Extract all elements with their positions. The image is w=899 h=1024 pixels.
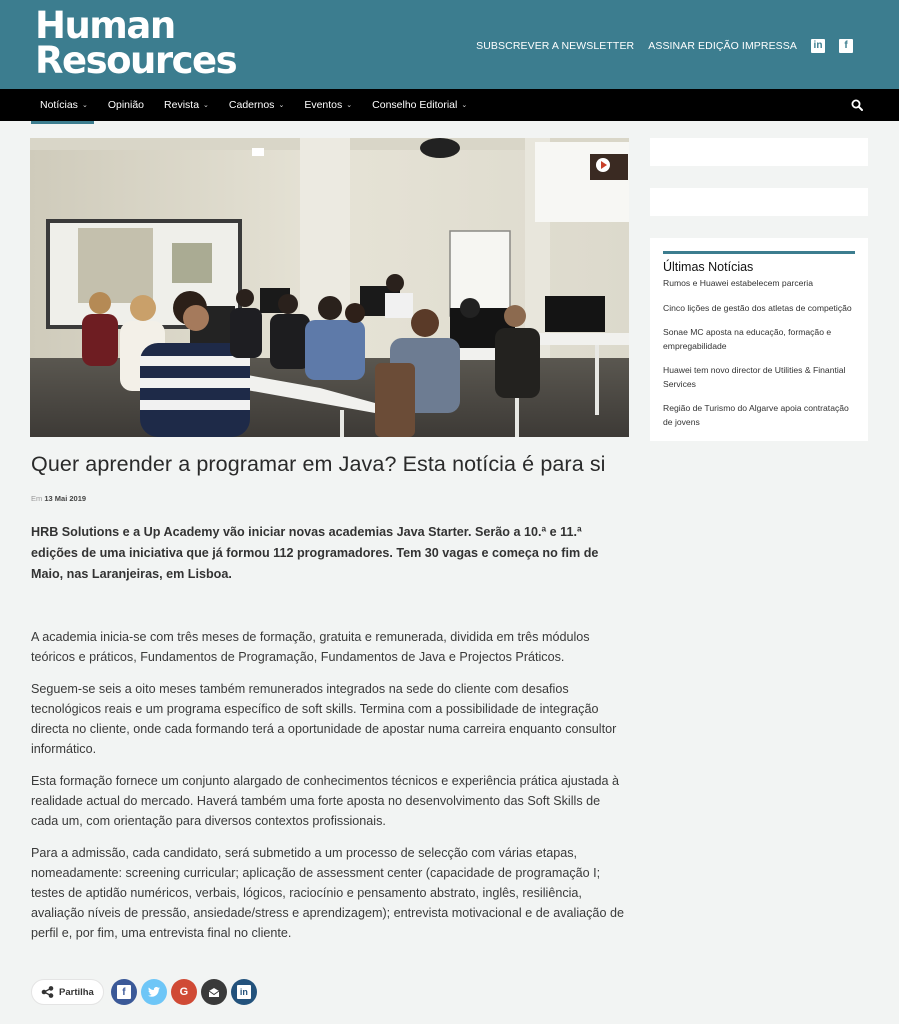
nav-item-cadernos[interactable] <box>229 99 284 111</box>
nav-item-noticias[interactable] <box>40 99 88 111</box>
google-icon: G <box>179 986 189 998</box>
chevron-down-icon: ⌄ <box>278 102 285 109</box>
nav-item-eventos[interactable] <box>304 99 352 111</box>
nav-label: Eventos <box>304 99 343 111</box>
main-nav <box>0 89 899 121</box>
site-logo[interactable] <box>35 4 237 82</box>
linkedin-icon[interactable]: in <box>811 39 825 53</box>
article-body <box>31 627 629 955</box>
article-title: Quer aprender a programar em Java? Esta notícia é para si <box>31 452 606 476</box>
nav-active-indicator <box>31 121 94 124</box>
share-bar <box>31 979 261 1005</box>
latest-news-item[interactable]: Região de Turismo do Algarve apoia contratação de jovens <box>663 403 849 427</box>
chevron-down-icon: ⌄ <box>81 102 88 109</box>
facebook-icon: f <box>117 985 131 999</box>
linkedin-icon: in <box>237 985 251 999</box>
article-date: 13 Mai 2019 <box>44 494 87 503</box>
latest-news-item[interactable]: Rumos e Huawei estabelecem parceria <box>663 278 813 288</box>
share-linkedin-button[interactable] <box>231 979 257 1005</box>
share-google-button[interactable] <box>171 979 197 1005</box>
article-paragraph: A academia inicia-se com três meses de formação, gratuita e remunerada, dividida em três módulos teóricos e práticos, Fundamentos de Programação, Fundamentos de Java e Projectos Práticos. <box>31 630 590 664</box>
site-header <box>0 0 899 89</box>
latest-news-list <box>663 276 858 439</box>
latest-news-widget <box>650 238 868 441</box>
sidebar-ad-slot-1 <box>650 138 868 166</box>
chevron-down-icon: ⌄ <box>346 102 353 109</box>
nav-label: Revista <box>164 99 200 111</box>
facebook-icon[interactable]: f <box>839 39 853 53</box>
twitter-icon <box>148 987 160 997</box>
share-facebook-button[interactable] <box>111 979 137 1005</box>
email-icon <box>208 987 220 998</box>
nav-label: Conselho Editorial <box>372 99 458 111</box>
share-email-button[interactable] <box>201 979 227 1005</box>
nav-item-revista[interactable] <box>164 99 209 111</box>
share-button[interactable] <box>31 979 104 1005</box>
meta-prefix: Em <box>31 494 43 503</box>
latest-news-item[interactable]: Huawei tem novo director de Utilities & Finantial Services <box>663 365 846 389</box>
sidebar-ad-slot-2 <box>650 188 868 216</box>
chevron-down-icon: ⌄ <box>461 102 468 109</box>
article-paragraph: Esta formação fornece um conjunto alargado de conhecimentos técnicos e experiência prática ajustada à realidade actual do mercado. Haverá também uma forte aposta no desenvolvimento das Soft Skills de cada um, com orientação para diversos contextos profissionais. <box>31 774 620 828</box>
nav-label: Notícias <box>40 99 78 111</box>
nav-label: Opinião <box>107 99 145 111</box>
latest-news-item[interactable]: Sonae MC aposta na educação, formação e empregabilidade <box>663 327 832 351</box>
article-lead: HRB Solutions e a Up Academy vão iniciar novas academias Java Starter. Serão a 10.ª e 11.ª edições de uma iniciativa que já formou 112 programadores. Tem 30 vagas e começa no fim de Maio, nas Laranjeiras, em Lisboa. <box>31 525 599 581</box>
classroom-photo <box>30 138 629 437</box>
share-label: Partilha <box>59 986 94 998</box>
nav-label: Cadernos <box>228 99 275 111</box>
nav-item-opiniao[interactable] <box>108 99 144 111</box>
logo-line-2: Resources <box>35 39 237 82</box>
article-paragraph: Seguem-se seis a oito meses também remunerados integrados na sede do cliente com desafios tecnológicos reais e um programa específico de soft skills. Termina com a possibilidade de integração directa no cliente, onde cada formando terá a oportunidade de apostar numa carreira enquanto consultor informático. <box>31 682 617 756</box>
latest-news-title: Últimas Notícias <box>663 260 754 274</box>
share-twitter-button[interactable] <box>141 979 167 1005</box>
nav-item-conselho-editorial[interactable] <box>372 99 467 111</box>
chevron-down-icon: ⌄ <box>203 102 209 109</box>
search-icon[interactable] <box>851 99 863 111</box>
widget-accent-bar <box>663 251 855 254</box>
print-subscription-link[interactable]: ASSINAR EDIÇÃO IMPRESSA <box>648 40 797 52</box>
newsletter-link[interactable]: SUBSCREVER A NEWSLETTER <box>476 40 635 52</box>
article-hero-image <box>30 138 629 437</box>
latest-news-item[interactable]: Cinco lições de gestão dos atletas de competição <box>663 303 852 313</box>
logo-line-1: Human <box>35 4 175 47</box>
share-icon <box>41 986 54 998</box>
article-paragraph: Para a admissão, cada candidato, será submetido a um processo de selecção com várias etapas, nomeadamente: screening curricular; aplicação de assessment center (capacidade de programação I; testes de aptidão numéricos, verbais, lógicos, raciocínio e pensamento abstrato, inglês, resiliência, avaliação níveis de pressão, ansiedade/stress e aprendizagem); entrevista motivacional e de avaliação de perfil e, por fim, uma entrevista final no cliente. <box>31 846 624 940</box>
header-links <box>462 39 853 53</box>
article-meta <box>31 494 86 503</box>
